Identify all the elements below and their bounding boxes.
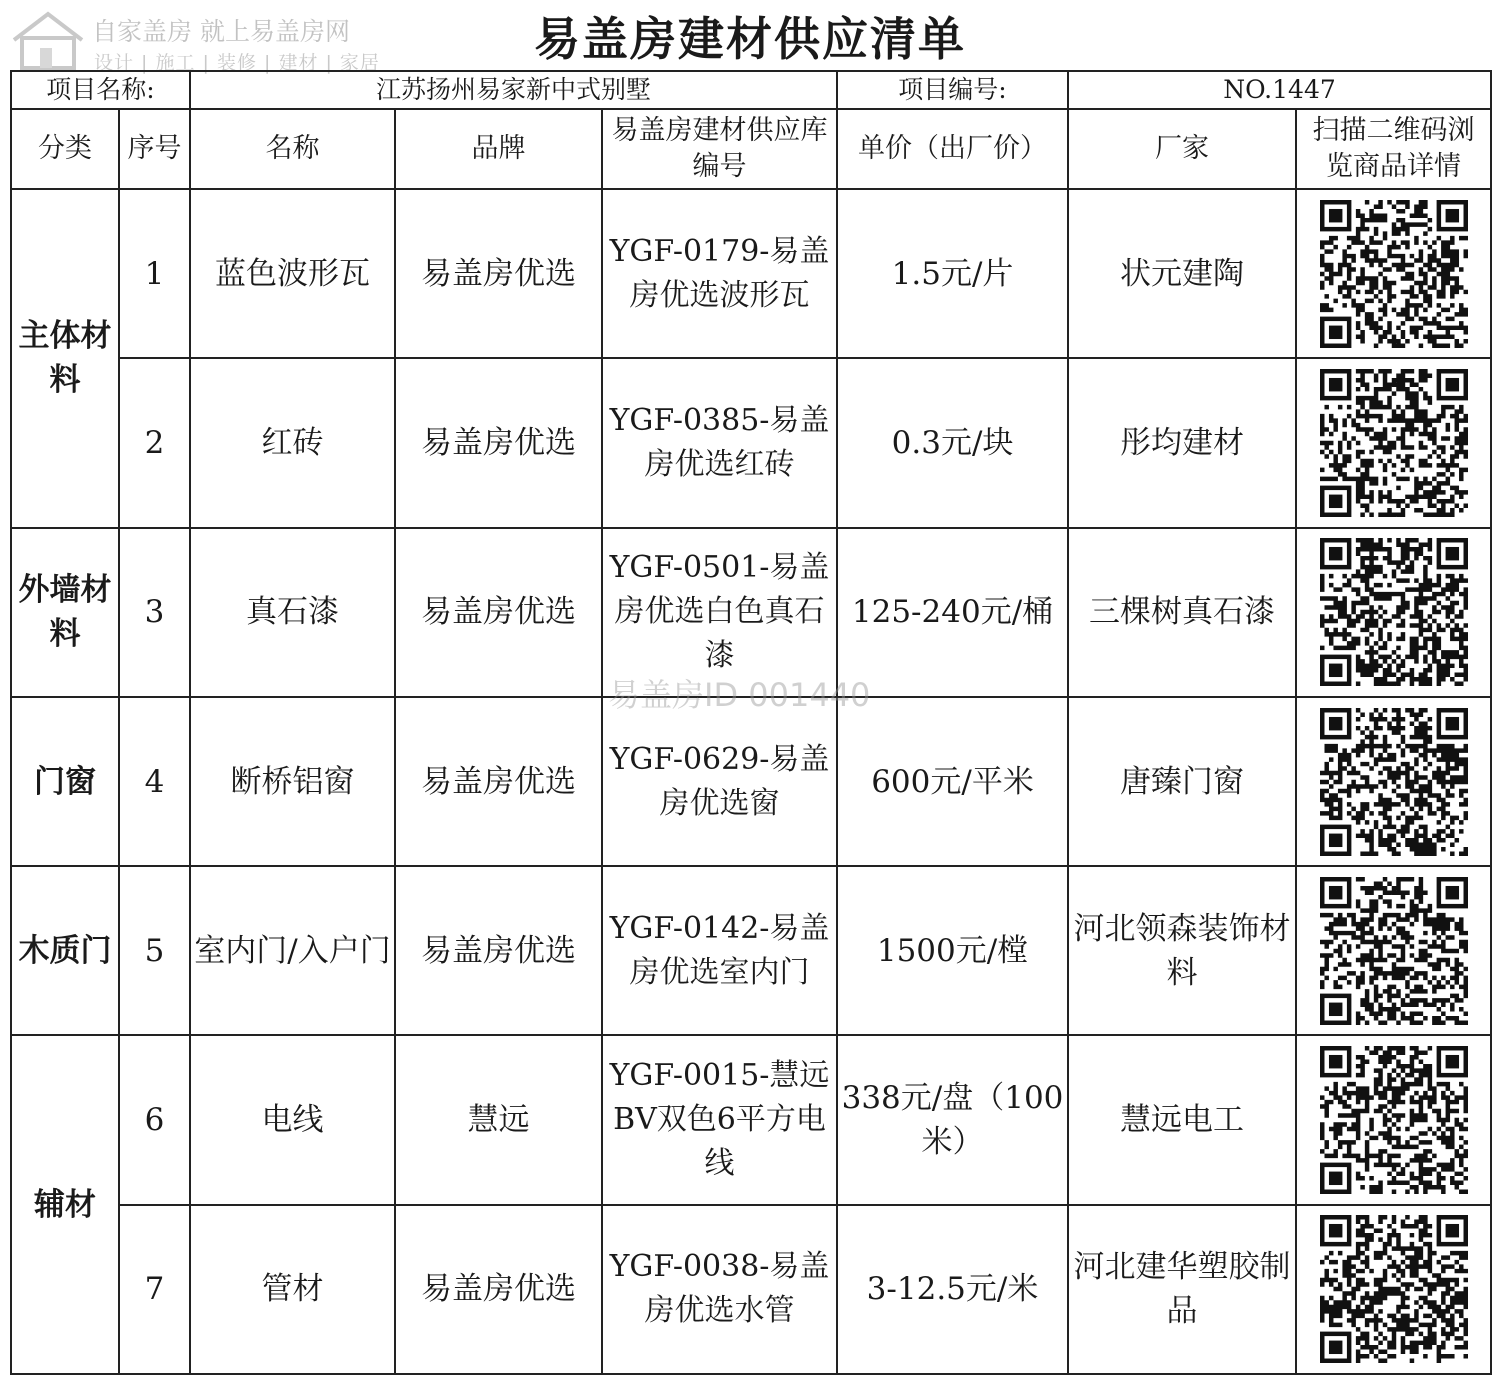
row-name: 电线 (190, 1035, 395, 1204)
qr-cell (1296, 189, 1491, 358)
qr-cell (1296, 697, 1491, 866)
row-index: 5 (119, 866, 190, 1035)
header-brand: 品牌 (395, 109, 602, 189)
project-number-label: 项目编号: (837, 71, 1068, 109)
row-maker: 彤均建材 (1068, 358, 1296, 527)
qr-cell (1296, 1205, 1491, 1374)
category-cell: 木质门 (11, 866, 119, 1035)
header-index: 序号 (119, 109, 190, 189)
id-watermark: 易盖房ID 001440 (608, 676, 871, 714)
table-row (11, 866, 1491, 1035)
category-cell: 门窗 (11, 697, 119, 866)
table-row (11, 697, 1491, 866)
qr-code-icon[interactable] (1314, 708, 1474, 856)
table-row (11, 189, 1491, 358)
header-qr: 扫描二维码浏览商品详情 (1296, 109, 1491, 189)
row-maker: 唐臻门窗 (1068, 697, 1296, 866)
qr-cell (1296, 528, 1491, 697)
row-name: 真石漆 (190, 528, 395, 697)
row-maker: 状元建陶 (1068, 189, 1296, 358)
qr-cell (1296, 866, 1491, 1035)
header-row (11, 109, 1491, 189)
row-code: YGF-0179-易盖房优选波形瓦 (602, 189, 837, 358)
row-index: 2 (119, 358, 190, 527)
row-price: 0.3元/块 (837, 358, 1068, 527)
row-brand: 慧远 (395, 1035, 602, 1204)
row-code: YGF-0142-易盖房优选室内门 (602, 866, 837, 1035)
row-price: 338元/盘（100米） (837, 1035, 1068, 1204)
row-code: YGF-0015-慧远BV双色6平方电线 (602, 1035, 837, 1204)
qr-cell (1296, 358, 1491, 527)
row-price: 1500元/樘 (837, 866, 1068, 1035)
header-category: 分类 (11, 109, 119, 189)
table-row (11, 358, 1491, 527)
qr-code-icon[interactable] (1314, 877, 1474, 1025)
row-price: 3-12.5元/米 (837, 1205, 1068, 1374)
row-maker: 河北建华塑胶制品 (1068, 1205, 1296, 1374)
row-brand: 易盖房优选 (395, 697, 602, 866)
row-code: YGF-0501-易盖房优选白色真石漆 (602, 528, 837, 697)
project-name-label: 项目名称: (11, 71, 190, 109)
row-maker: 河北领森装饰材料 (1068, 866, 1296, 1035)
row-maker: 三棵树真石漆 (1068, 528, 1296, 697)
row-price: 1.5元/片 (837, 189, 1068, 358)
header-code: 易盖房建材供应库编号 (602, 109, 837, 189)
page-title: 易盖房建材供应清单 (534, 12, 966, 66)
row-brand: 易盖房优选 (395, 866, 602, 1035)
qr-code-icon[interactable] (1314, 1046, 1474, 1194)
category-cell: 外墙材料 (11, 528, 119, 697)
row-name: 蓝色波形瓦 (190, 189, 395, 358)
row-name: 断桥铝窗 (190, 697, 395, 866)
qr-code-icon[interactable] (1314, 200, 1474, 348)
row-index: 4 (119, 697, 190, 866)
logo-services: 设计 | 施工 | 装修 | 建材 | 家居 (94, 52, 380, 74)
row-name: 管材 (190, 1205, 395, 1374)
project-number-value: NO.1447 (1068, 71, 1491, 109)
table-row (11, 1035, 1491, 1204)
row-brand: 易盖房优选 (395, 189, 602, 358)
row-brand: 易盖房优选 (395, 358, 602, 527)
row-price: 125-240元/桶 (837, 528, 1068, 697)
row-index: 7 (119, 1205, 190, 1374)
row-code: YGF-0629-易盖房优选窗 (602, 697, 837, 866)
row-index: 6 (119, 1035, 190, 1204)
row-brand: 易盖房优选 (395, 1205, 602, 1374)
header-name: 名称 (190, 109, 395, 189)
qr-cell (1296, 1035, 1491, 1204)
row-name: 室内门/入户门 (190, 866, 395, 1035)
table-row (11, 1205, 1491, 1374)
project-info-row (11, 71, 1491, 109)
header-price: 单价（出厂价） (837, 109, 1068, 189)
qr-code-icon[interactable] (1314, 538, 1474, 686)
row-index: 3 (119, 528, 190, 697)
logo-slogan: 自家盖房 就上易盖房网 (92, 17, 350, 46)
row-code: YGF-0385-易盖房优选红砖 (602, 358, 837, 527)
project-name-value: 江苏扬州易家新中式别墅 (190, 71, 837, 109)
row-index: 1 (119, 189, 190, 358)
row-brand: 易盖房优选 (395, 528, 602, 697)
row-code: YGF-0038-易盖房优选水管 (602, 1205, 837, 1374)
row-name: 红砖 (190, 358, 395, 527)
qr-code-icon[interactable] (1314, 1215, 1474, 1363)
supply-table (10, 70, 1492, 1375)
qr-code-icon[interactable] (1314, 369, 1474, 517)
row-maker: 慧远电工 (1068, 1035, 1296, 1204)
header-maker: 厂家 (1068, 109, 1296, 189)
category-cell: 辅材 (11, 1035, 119, 1374)
category-cell: 主体材料 (11, 189, 119, 528)
row-price: 600元/平米 (837, 697, 1068, 866)
